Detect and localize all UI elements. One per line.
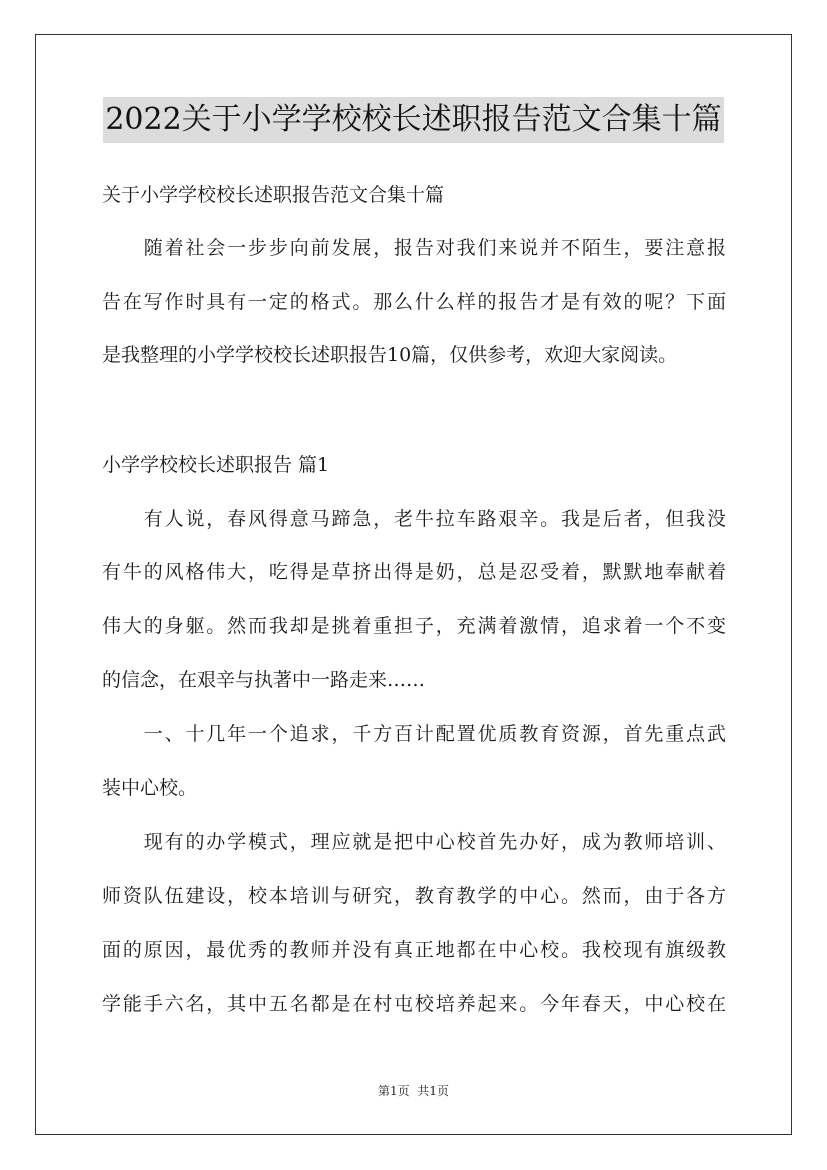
section-line-7: 现有的办学模式，理应就是把中心校首先办好，成为教师培训、 [102,831,726,853]
section-heading: 小学学校校长述职报告 篇1 [102,454,330,476]
title-container [0,97,827,143]
section-line-4: 的信念，在艰辛与执著中一路走来…… [102,669,426,691]
section-line-9: 面的原因，最优秀的教师并没有真正地都在中心校。我校现有旗级教 [102,939,726,961]
section-line-10: 学能手六名，其中五名都是在村屯校培养起来。今年春天，中心校在 [102,993,726,1015]
document-subtitle: 关于小学学校校长述职报告范文合集十篇 [102,184,445,206]
document-title: 2022关于小学学校校长述职报告范文合集十篇 [103,97,723,143]
section-line-8: 师资队伍建设，校本培训与研究，教育教学的中心。然而，由于各方 [102,885,726,907]
page-number: 第1页 [378,1084,410,1098]
section-line-6: 装中心校。 [102,777,198,799]
intro-line-1: 随着社会一步步向前发展，报告对我们来说并不陌生，要注意报 [102,237,726,259]
section-line-2: 有牛的风格伟大，吃得是草挤出得是奶，总是忍受着，默默地奉献着 [102,561,726,583]
section-line-1: 有人说，春风得意马蹄急，老牛拉车路艰辛。我是后者，但我没 [102,508,726,530]
page-total: 共1页 [417,1084,449,1098]
section-line-3: 伟大的身躯。然而我却是挑着重担子，充满着激情，追求着一个不变 [102,615,726,637]
intro-line-3: 是我整理的小学学校校长述职报告10篇，仅供参考，欢迎大家阅读。 [102,344,678,366]
page-footer [0,1083,827,1099]
intro-line-2: 告在写作时具有一定的格式。那么什么样的报告才是有效的呢？下面 [102,291,726,313]
section-line-5: 一、十几年一个追求，千方百计配置优质教育资源，首先重点武 [102,723,726,745]
